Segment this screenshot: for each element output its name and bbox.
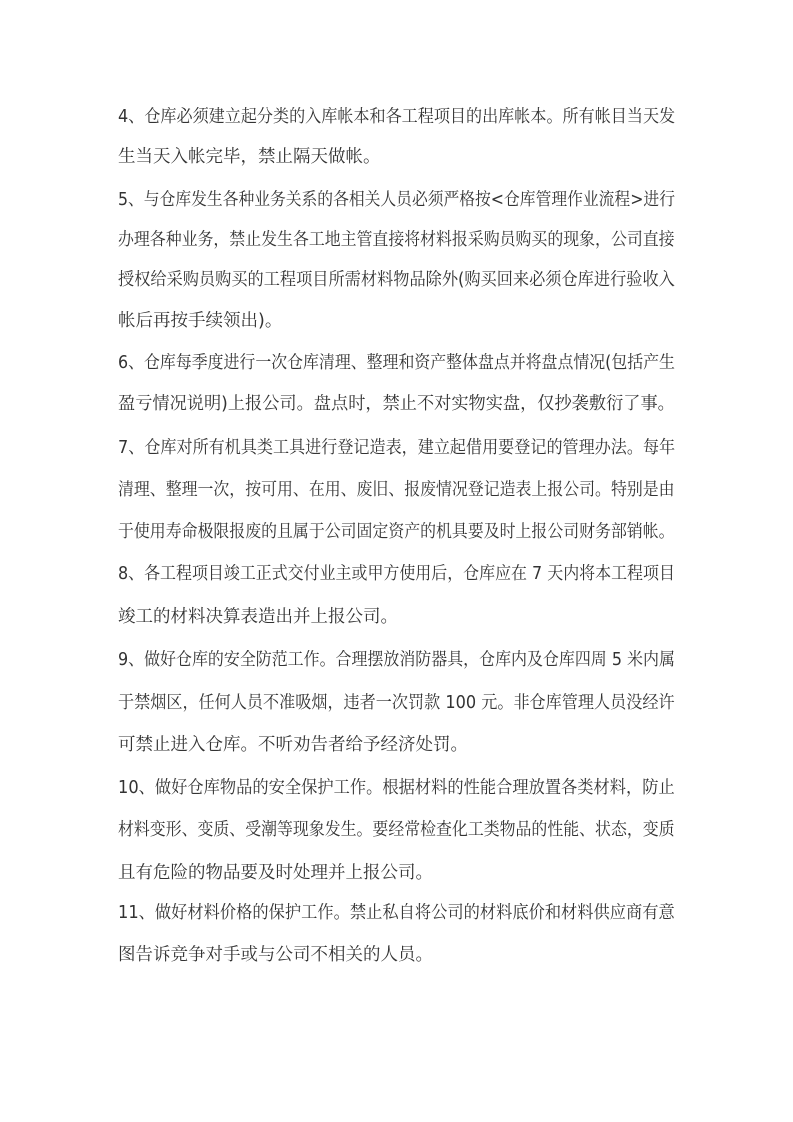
- text-line: 8、各工程项目竣工正式交付业主或甲方使用后，仓库应在 7 天内将本工程项目: [118, 564, 675, 584]
- text-line: 7、仓库对所有机具类工具进行登记造表，建立起借用要登记的管理办法。每年: [118, 438, 676, 458]
- text-line: 材料变形、变质、受潮等现象发生。要经常检查化工类物品的性能、状态，变质: [118, 820, 675, 840]
- text-line: 4、仓库必须建立起分类的入库帐本和各工程项目的出库帐本。所有帐目当天发: [118, 107, 676, 127]
- text-line: 于禁烟区，任何人员不准吸烟，违者一次罚款 100 元。非仓库管理人员没经许: [118, 693, 675, 713]
- text-line: 授权给采购员购买的工程项目所需材料物品除外(购买回来必须仓库进行验收入: [118, 270, 675, 290]
- text-line: 6、仓库每季度进行一次仓库清理、整理和资产整体盘点并将盘点情况(包括产生: [118, 353, 675, 373]
- text-line: 竣工的材料决算表造出并上报公司。: [118, 607, 398, 627]
- text-line: 可禁止进入仓库。不听劝告者给予经济处罚。: [118, 735, 468, 755]
- text-line: 盈亏情况说明)上报公司。盘点时，禁止不对实物实盘，仅抄袭敷衍了事。: [118, 394, 675, 414]
- text-line: 且有危险的物品要及时处理并上报公司。: [118, 863, 433, 883]
- text-line: 清理、整理一次，按可用、在用、废旧、报废情况登记造表上报公司。特别是由: [118, 480, 675, 500]
- text-line: 生当天入帐完毕，禁止隔天做帐。: [118, 147, 381, 167]
- text-line: 于使用寿命极限报废的且属于公司固定资产的机具要及时上报公司财务部销帐。: [118, 522, 675, 542]
- text-line: 帐后再按手续领出)。: [118, 311, 283, 331]
- text-line: 9、做好仓库的安全防范工作。合理摆放消防器具，仓库内及仓库四周 5 米内属: [118, 650, 675, 670]
- text-line: 5、与仓库发生各种业务关系的各相关人员必须严格按<仓库管理作业流程>进行: [118, 190, 675, 210]
- text-line: 11、做好材料价格的保护工作。禁止私自将公司的材料底价和材料供应商有意: [118, 903, 675, 923]
- text-line: 图告诉竞争对手或与公司不相关的人员。: [118, 945, 433, 965]
- text-line: 办理各种业务，禁止发生各工地主管直接将材料报采购员购买的现象，公司直接: [118, 230, 675, 250]
- text-line: 10、做好仓库物品的安全保护工作。根据材料的性能合理放置各类材料，防止: [118, 778, 675, 798]
